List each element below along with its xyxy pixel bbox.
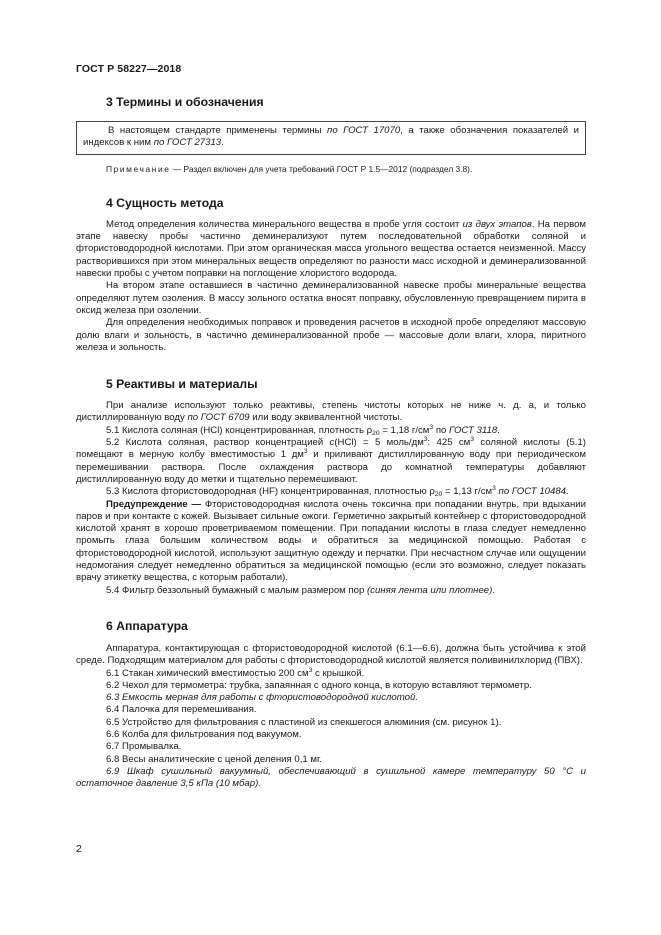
superscript: 3	[303, 448, 308, 456]
item-6-5: 6.5 Устройство для фильтрования с пластиной из спекшегося алюминия (см. рисунок 1).	[106, 716, 502, 728]
superscript: 3	[470, 436, 475, 444]
terms-box	[76, 121, 586, 155]
warning-label: Предупреждение —	[106, 498, 202, 510]
text: соляной кислоты (5.1) помещают в мерную колбу вместимостью 1 дм	[76, 437, 586, 461]
text: 6.1 Стакан химический вместимостью 200 см	[106, 667, 309, 679]
text: 5.1 Кислота соляная (HCl) концентрированная, плотность ρ	[106, 424, 373, 436]
text: по	[433, 424, 450, 436]
text: .	[566, 486, 569, 498]
section-4-body	[76, 219, 586, 354]
gost-ref: по ГОСТ 27313	[153, 137, 222, 149]
text: 5.2 Кислота соляная, раствор концентрацией	[106, 437, 330, 449]
section-5-title: 5 Реактивы и материалы	[106, 377, 258, 392]
text: : 425 см	[427, 437, 471, 449]
section-3-title: 3 Термины и обозначения	[106, 95, 264, 109]
subscript: 20	[372, 429, 380, 437]
text: При анализе используют только реактивы, степень чистоты которых не ниже ч. д. а, и только дистиллированную воду	[76, 400, 586, 424]
section-4-title: 4 Сущность метода	[106, 195, 224, 210]
text: 5.3 Кислота фтористоводородная (HF) концентрированная, плотностью ρ	[106, 486, 435, 498]
text: и приливают дистиллированную воду при периодическом перемешивании раствора. После охлаждения раствора до комнатной температуры добавляют дистиллированную воду до метки и тщательно перемешивают.	[76, 449, 587, 485]
text: , а также обозначения показателей и индексов к ним	[83, 125, 579, 149]
text: .	[497, 424, 500, 436]
superscript: 3	[308, 666, 313, 674]
paragraph: Для определения необходимых поправок и проведения расчетов в исходной пробе определяют массовую долю влаги и зольность, в частично деминерализованной пробе — массовые доли влаги, хлора, пиритного железа и зольность.	[76, 317, 586, 353]
document-code: ГОСТ Р 58227—2018	[76, 63, 182, 75]
text: . На первом этапе навеску пробы частично деминерализуют путем последовательной обработки соляной и фтористоводородной кислотами. При этом органическая масса угольного вещества остается неизменной. Массу растворившихся при этом минеральных веществ определяют по разности масс исходной и деминерализованной навески пробы с учетом поправки на поглощение хлористого водорода.	[76, 218, 587, 280]
gost-ref: по ГОСТ 10484	[498, 486, 567, 498]
item-6-6: 6.6 Колба для фильтрования под вакуумом.	[106, 728, 302, 740]
document-body	[76, 88, 586, 790]
page-number: 2	[76, 843, 82, 855]
paragraph: Аппаратура, контактирующая с фтористоводородной кислотой (6.1—6.6), должна быть устойчива к этой среде. Подходящим материалом для работы с фтористоводородной кислотой является поливинилхлорид (ПВХ).	[76, 642, 586, 667]
item-6-7: 6.7 Промывалка.	[106, 741, 182, 753]
gost-ref: по ГОСТ 17070	[327, 125, 401, 136]
section-6-body	[76, 643, 586, 791]
item-5-4	[76, 585, 586, 597]
paragraph	[76, 400, 586, 425]
gost-ref: ГОСТ 3118	[449, 424, 498, 436]
warning	[76, 499, 586, 585]
variable: c	[329, 437, 335, 449]
text: .	[221, 137, 224, 149]
superscript: 3	[429, 423, 434, 431]
warning-text: Фтористоводородная кислота очень токсична при попадании внутрь, при вдыхании паров и при контакте с кожей. Вызывает сильные ожоги. Герметично закрытый контейнер с фтористоводородной кислотой хранят в хорошо проветриваемом помещении. При попадании кислоты в глаза следует немедленно промыть глаза большим количеством воды и обратиться за медицинской помощью. Работая с фтористоводородной кислотой, используют защитную одежду и перчатки. При несчастном случае или ощущении недомогания следует немедленно обратиться за медицинской помощью (если это возможно, следует показать врачу этикетку вещества, с которым работали).	[76, 498, 587, 584]
item-5-2	[76, 437, 586, 486]
section-6-title: 6 Аппаратура	[106, 618, 188, 633]
text: .	[492, 584, 495, 596]
note-label: Примечание	[106, 163, 171, 174]
item-6-8: 6.8 Весы аналитические с ценой деления 0,1 мг.	[106, 753, 322, 765]
paragraph	[76, 219, 586, 280]
item-6-3	[76, 692, 586, 704]
item-6-2: 6.2 Чехол для термометра: трубка, запаянная с одного конца, в которую вставляют термометр.	[106, 679, 532, 691]
emphasis: 6.9 Шкаф сушильный вакуумный, обеспечивающий в сушильной камере температуру 50 °С и остаточное давление 3,5 кПа (10 мбар).	[76, 765, 586, 790]
text: Метод определения количества минерального вещества в пробе угля состоит	[106, 218, 463, 230]
note-text: — Раздел включен для учета требований ГОСТ Р 1.5—2012 (подраздел 3.8).	[170, 163, 473, 174]
emphasis: из двух этапов	[462, 218, 532, 230]
gost-ref: по ГОСТ 6709	[187, 412, 250, 424]
text: с крышкой.	[312, 667, 365, 679]
superscript: 3	[492, 485, 496, 493]
text: В настоящем стандарте применены термины	[108, 125, 328, 136]
note	[76, 163, 586, 175]
section-5-body	[76, 400, 586, 597]
emphasis: (синяя лента или плотнее)	[366, 584, 493, 596]
superscript: 3	[423, 436, 428, 444]
item-6-4: 6.4 Палочка для перемешивания.	[106, 704, 257, 716]
item-6-1	[76, 668, 586, 680]
text: 5.4 Фильтр беззольный бумажный с малым размером пор	[106, 584, 367, 596]
text: = 1,13 г/см	[442, 486, 493, 498]
item-5-3	[76, 486, 586, 498]
text: = 1,18 г/см	[379, 424, 430, 436]
item-5-1	[76, 425, 586, 437]
paragraph: На втором этапе оставшиеся в частично деминерализованной навеске пробы минеральные вещества определяют путем озоления. В массу зольного остатка вносят поправку, обусловленную превращением пирита в оксид железа при озолении.	[76, 280, 586, 316]
subscript: 20	[434, 491, 443, 499]
emphasis: 6.3 Емкость мерная для работы с фтористоводородной кислотой.	[106, 692, 418, 704]
text: (HCl) = 5 моль/дм	[334, 437, 424, 449]
text: или воду эквивалентной чистоты.	[249, 412, 403, 424]
item-6-9	[76, 766, 586, 791]
terms-paragraph	[83, 125, 579, 150]
